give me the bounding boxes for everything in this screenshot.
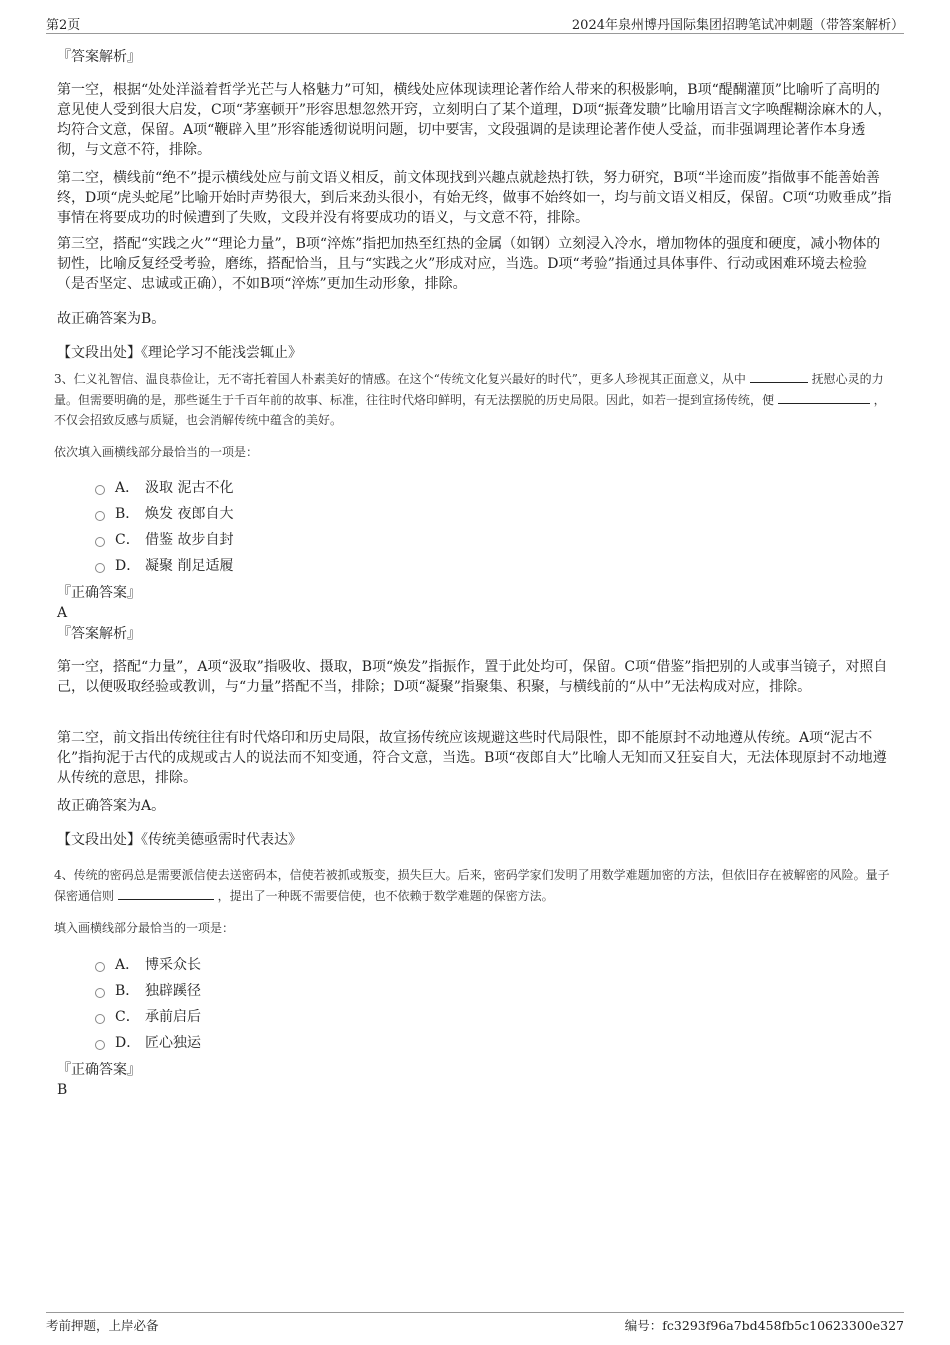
document-id: 编号：fc3293f96a7bd458fb5c10623300e327 <box>624 1318 904 1333</box>
option-c[interactable]: C． 承前启后 <box>95 1004 201 1030</box>
option-c[interactable]: C． 借鉴 故步自封 <box>95 527 233 553</box>
document-title: 2024年泉州博丹国际集团招聘笔试冲刺题（带答案解析） <box>571 18 904 33</box>
option-a[interactable]: A． 博采众长 <box>95 952 201 978</box>
option-a[interactable]: A． 汲取 泥古不化 <box>95 475 233 501</box>
page-footer <box>46 1312 904 1337</box>
analysis-label: 『答案解析』 <box>57 49 141 65</box>
fill-blank <box>118 885 214 900</box>
source-text: 【文段出处】《理论学习不能浅尝辄止》 <box>57 345 302 361</box>
page-number: 第2页 <box>46 18 81 33</box>
options-list <box>95 952 201 1056</box>
footer-slogan: 考前押题，上岸必备 <box>46 1318 159 1333</box>
radio-icon[interactable] <box>95 1040 105 1050</box>
analysis-paragraph: 第一空，根据“处处洋溢着哲学光芒与人格魅力”可知，横线处应体现读理论著作给人带来的积极影响，B项“醍醐灌顶”比喻听了高明的意见使人受到很大启发，C项“茅塞顿开”形容思想忽然开窍，立刻明白了某个道理，D项“振聋发聩”比喻用语言文字唤醒糊涂麻木的人，均符合文意，保留。A项“鞭辟入里”形容能透彻说明问题，切中要害，文段强调的是读理论著作使人受益，而非强调理论著作本身透彻，与文意不符，排除。 <box>57 82 892 158</box>
answer-label: 『正确答案』 <box>57 585 141 601</box>
radio-icon[interactable] <box>95 962 105 972</box>
answer-value: B <box>57 1082 68 1098</box>
analysis-paragraph: 第三空，搭配“实践之火”“理论力量”，B项“淬炼”指把加热至红热的金属（如钢）立刻浸入冷水，增加物体的强度和硬度，减小物体的韧性，比喻反复经受考验，磨练，搭配恰当，且与“实践之火”形成对应，当选。D项“考验”指通过具体事件、行动或困难环境去检验（是否坚定、忠诚或正确），不如B项“淬炼”更加生动形象，排除。 <box>57 236 881 292</box>
option-b[interactable]: B． 焕发 夜郎自大 <box>95 501 233 527</box>
options-list <box>95 475 233 579</box>
option-b[interactable]: B． 独辟蹊径 <box>95 978 201 1004</box>
answer-label: 『正确答案』 <box>57 1062 141 1078</box>
conclusion-text: 故正确答案为A。 <box>57 798 166 814</box>
analysis-label: 『答案解析』 <box>57 626 141 642</box>
radio-icon[interactable] <box>95 537 105 547</box>
option-d[interactable]: D． 匠心独运 <box>95 1030 201 1056</box>
question-prompt: 填入画横线部分最恰当的一项是： <box>54 921 235 935</box>
radio-icon[interactable] <box>95 563 105 573</box>
question-stem: 3、仁义礼智信、温良恭俭让，无不寄托着国人朴素美好的情感。在这个“传统文化复兴最好的时代”，更多人珍视其正面意义，从中 抚慰心灵的力量。但需要明确的是，那些诞生于千百年前的故事、标准，往往时代烙印鲜明，有无法摆脱的历史局限。因此，如若一提到宣扬传统，便 ，不仅会招致反感与质疑，也会消解传统中蕴含的美好。 <box>54 368 894 430</box>
answer-value: A <box>57 605 68 621</box>
radio-icon[interactable] <box>95 511 105 521</box>
option-d[interactable]: D． 凝聚 削足适履 <box>95 553 233 579</box>
source-text: 【文段出处】《传统美德亟需时代表达》 <box>57 832 302 848</box>
page-header <box>46 13 904 34</box>
fill-blank <box>778 389 870 404</box>
radio-icon[interactable] <box>95 1014 105 1024</box>
question-stem: 4、传统的密码总是需要派信使去送密码本，信使若被抓或叛变，损失巨大。后来，密码学家们发明了用数学难题加密的方法，但依旧存在被解密的风险。量子保密通信则 ，提出了一种既不需要信使，也不依赖于数学难题的保密方法。 <box>54 868 890 903</box>
conclusion-text: 故正确答案为B。 <box>57 311 166 327</box>
analysis-paragraph: 第二空，横线前“绝不”提示横线处应与前文语义相反，前文体现找到兴趣点就趁热打铁，努力研究，B项“半途而废”指做事不能善始善终，D项“虎头蛇尾”比喻开始时声势很大，到后来劲头很小，有始无终，做事不始终如一，均与前文语义相反，保留。C项“功败垂成”指事情在将要成功的时候遭到了失败，文段并没有将要成功的语义，与文意不符，排除。 <box>57 170 892 226</box>
radio-icon[interactable] <box>95 485 105 495</box>
fill-blank <box>750 368 808 383</box>
analysis-paragraph: 第二空，前文指出传统往往有时代烙印和历史局限，故宣扬传统应该规避这些时代局限性，即不能原封不动地遵从传统。A项“泥古不化”指拘泥于古代的成规或古人的说法而不知变通，符合文意，当选。B项“夜郎自大”比喻人无知而又狂妄自大，无法体现原封不动地遵从传统的意思，排除。 <box>57 730 887 786</box>
analysis-paragraph: 第一空，搭配“力量”，A项“汲取”指吸收、摄取，B项“焕发”指振作，置于此处均可，保留。C项“借鉴”指把别的人或事当镜子，对照自己，以便吸取经验或教训，与“力量”搭配不当，排除；D项“凝聚”指聚集、积聚，与横线前的“从中”无法构成对应，排除。 <box>57 659 888 695</box>
question-prompt: 依次填入画横线部分最恰当的一项是： <box>54 445 259 459</box>
radio-icon[interactable] <box>95 988 105 998</box>
